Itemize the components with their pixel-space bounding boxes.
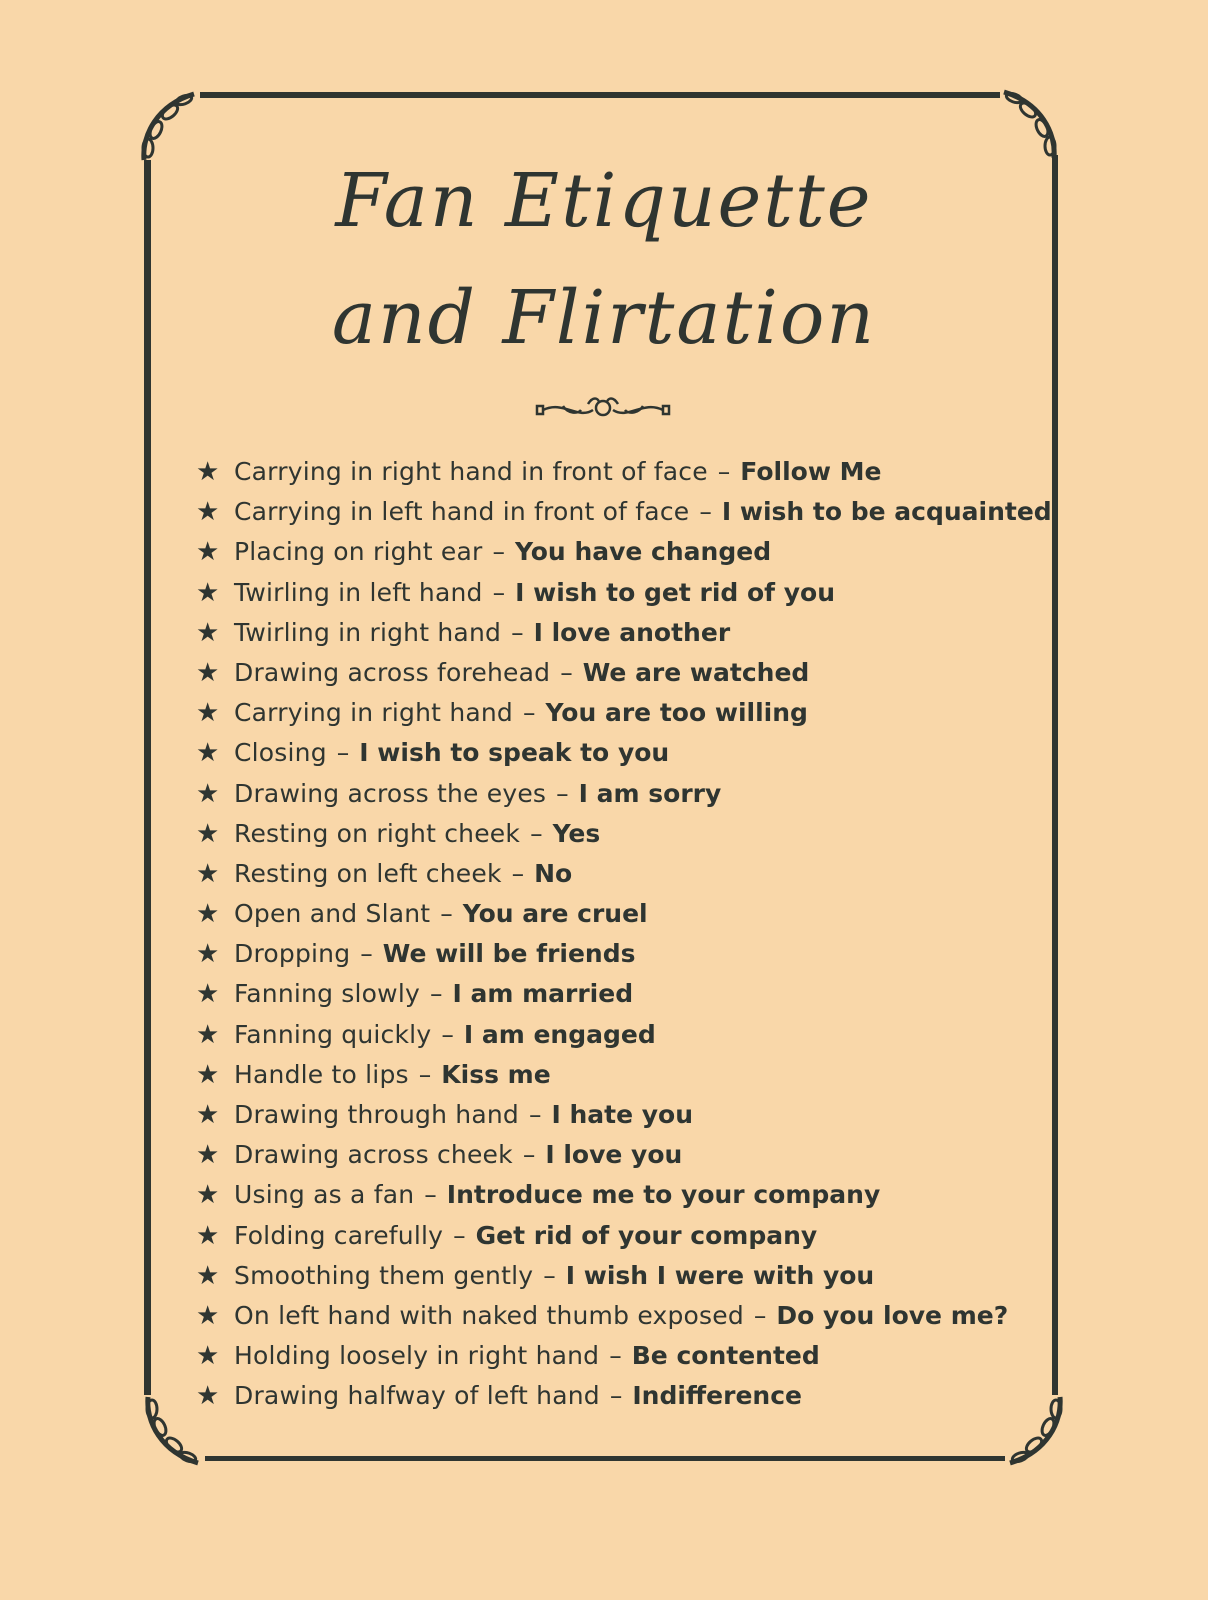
gesture-text: Dropping bbox=[234, 939, 351, 969]
dash-separator: – bbox=[492, 537, 505, 567]
meaning-text: We are watched bbox=[582, 657, 810, 687]
star-icon: ★ bbox=[196, 1341, 220, 1372]
gesture-text: Open and Slant bbox=[234, 899, 431, 929]
meaning-text: Yes bbox=[552, 818, 601, 848]
dash-separator: – bbox=[753, 1300, 767, 1330]
meaning-text: You have changed bbox=[514, 537, 772, 567]
title-line-1: Fan Etiquette bbox=[335, 158, 873, 244]
gesture-text: Resting on left cheek bbox=[234, 858, 502, 888]
dash-separator: – bbox=[360, 939, 373, 969]
meaning-text: You are too willing bbox=[545, 698, 808, 728]
dash-separator: – bbox=[543, 1260, 556, 1290]
dash-separator: – bbox=[560, 657, 573, 687]
gesture-text: Drawing through hand bbox=[234, 1100, 519, 1129]
gesture-text: Using as a fan bbox=[234, 1180, 415, 1210]
star-icon: ★ bbox=[196, 979, 220, 1010]
meaning-text: I wish I were with you bbox=[565, 1260, 875, 1290]
list-item bbox=[196, 492, 1052, 532]
star-icon: ★ bbox=[196, 457, 220, 487]
meaning-text: I love you bbox=[545, 1140, 683, 1170]
dash-separator: – bbox=[609, 1341, 622, 1371]
dash-separator: – bbox=[699, 497, 712, 527]
dash-separator: – bbox=[511, 617, 524, 647]
list-item bbox=[196, 774, 1052, 814]
star-icon: ★ bbox=[196, 858, 220, 889]
list-item bbox=[196, 613, 1052, 653]
title-line-2: and Flirtation bbox=[331, 275, 877, 361]
gesture-text: On left hand with naked thumb exposed bbox=[234, 1300, 744, 1330]
meaning-text: Follow Me bbox=[740, 457, 882, 486]
gesture-text: Folding carefully bbox=[234, 1220, 444, 1250]
dash-separator: – bbox=[492, 577, 506, 607]
star-icon: ★ bbox=[196, 899, 220, 930]
gesture-text: Resting on right cheek bbox=[234, 818, 521, 848]
dash-separator: – bbox=[429, 979, 443, 1009]
dash-separator: – bbox=[418, 1059, 432, 1089]
meaning-text: Get rid of your company bbox=[475, 1220, 818, 1250]
list-item bbox=[196, 1095, 1052, 1135]
star-icon: ★ bbox=[196, 1140, 220, 1171]
dash-separator: – bbox=[556, 778, 569, 808]
meaning-text: No bbox=[534, 858, 573, 888]
list-item bbox=[196, 854, 1052, 894]
gesture-text: Twirling in left hand bbox=[234, 577, 483, 607]
list-item bbox=[196, 1376, 1052, 1416]
list-item bbox=[196, 1015, 1052, 1055]
dash-separator: – bbox=[441, 1019, 454, 1049]
list-item bbox=[196, 1055, 1052, 1095]
gesture-text: Carrying in left hand in front of face bbox=[234, 497, 690, 527]
star-icon: ★ bbox=[196, 577, 220, 608]
list-item bbox=[196, 693, 1052, 733]
meaning-text: I wish to get rid of you bbox=[515, 577, 836, 607]
gesture-text: Drawing across the eyes bbox=[234, 778, 547, 808]
star-icon: ★ bbox=[196, 778, 220, 809]
gesture-text: Fanning quickly bbox=[234, 1019, 432, 1049]
dash-separator: – bbox=[523, 698, 536, 728]
list-item bbox=[196, 1175, 1052, 1215]
dash-separator: – bbox=[336, 738, 350, 768]
list-item bbox=[196, 1135, 1052, 1175]
border-top bbox=[200, 92, 1000, 98]
dash-separator: – bbox=[609, 1381, 623, 1411]
list-item bbox=[196, 452, 1052, 492]
meaning-text: We will be friends bbox=[382, 939, 636, 969]
dash-separator: – bbox=[511, 858, 525, 888]
star-icon: ★ bbox=[196, 1019, 220, 1050]
list-item bbox=[196, 934, 1052, 974]
list-item bbox=[196, 1336, 1052, 1376]
list-item bbox=[196, 532, 1052, 572]
meaning-text: I am engaged bbox=[463, 1019, 656, 1049]
meaning-text: I hate you bbox=[551, 1100, 694, 1129]
dash-separator: – bbox=[530, 818, 543, 848]
star-icon: ★ bbox=[196, 617, 220, 648]
list-item bbox=[196, 1296, 1052, 1336]
dash-separator: – bbox=[528, 1100, 542, 1129]
gesture-text: Drawing across cheek bbox=[234, 1140, 513, 1170]
dash-separator: – bbox=[717, 457, 731, 486]
list-item bbox=[196, 894, 1052, 934]
list-item bbox=[196, 814, 1052, 854]
meaning-text: I am sorry bbox=[578, 778, 722, 808]
star-icon: ★ bbox=[196, 1180, 220, 1211]
star-icon: ★ bbox=[196, 497, 220, 528]
star-icon: ★ bbox=[196, 1100, 220, 1130]
gesture-text: Drawing halfway of left hand bbox=[234, 1381, 600, 1411]
gesture-text: Smoothing them gently bbox=[234, 1260, 534, 1290]
gesture-text: Fanning slowly bbox=[234, 979, 420, 1009]
gesture-text: Handle to lips bbox=[234, 1059, 409, 1089]
gesture-text: Drawing across forehead bbox=[234, 657, 551, 687]
gesture-text: Closing bbox=[234, 738, 327, 768]
star-icon: ★ bbox=[196, 1260, 220, 1291]
gesture-text: Placing on right ear bbox=[234, 537, 483, 567]
list-item bbox=[196, 573, 1052, 613]
meaning-text: Kiss me bbox=[441, 1059, 551, 1089]
star-icon: ★ bbox=[196, 657, 220, 688]
list-item bbox=[196, 1256, 1052, 1296]
meaning-text: Do you love me? bbox=[776, 1300, 1009, 1330]
list-item bbox=[196, 733, 1052, 773]
dash-separator: – bbox=[522, 1140, 536, 1170]
border-bottom bbox=[205, 1456, 1005, 1461]
scroll-ornament-icon bbox=[533, 392, 673, 424]
fan-signals-list bbox=[196, 452, 1052, 1417]
meaning-text: Introduce me to your company bbox=[446, 1180, 881, 1210]
gesture-text: Twirling in right hand bbox=[234, 617, 502, 647]
star-icon: ★ bbox=[196, 1381, 220, 1412]
star-icon: ★ bbox=[196, 939, 220, 970]
star-icon: ★ bbox=[196, 1220, 220, 1251]
dash-separator: – bbox=[424, 1180, 437, 1210]
gesture-text: Carrying in right hand bbox=[234, 698, 513, 728]
dash-separator: – bbox=[453, 1220, 466, 1250]
meaning-text: Be contented bbox=[631, 1341, 820, 1371]
star-icon: ★ bbox=[196, 698, 220, 729]
laurel-corner-icon bbox=[132, 90, 202, 165]
star-icon: ★ bbox=[196, 738, 220, 769]
star-icon: ★ bbox=[196, 1300, 220, 1331]
gesture-text: Holding loosely in right hand bbox=[234, 1341, 600, 1371]
list-item bbox=[196, 1216, 1052, 1256]
list-item bbox=[196, 974, 1052, 1014]
meaning-text: I love another bbox=[533, 617, 731, 647]
star-icon: ★ bbox=[196, 1059, 220, 1090]
star-icon: ★ bbox=[196, 818, 220, 849]
laurel-corner-icon bbox=[996, 88, 1066, 163]
meaning-text: I wish to be acquainted bbox=[721, 497, 1052, 527]
list-item bbox=[196, 653, 1052, 693]
meaning-text: I wish to speak to you bbox=[359, 738, 670, 768]
dash-separator: – bbox=[440, 899, 453, 929]
meaning-text: I am married bbox=[452, 979, 634, 1009]
meaning-text: You are cruel bbox=[462, 899, 648, 929]
meaning-text: Indifference bbox=[632, 1381, 802, 1411]
star-icon: ★ bbox=[196, 537, 220, 568]
gesture-text: Carrying in right hand in front of face bbox=[234, 457, 708, 486]
